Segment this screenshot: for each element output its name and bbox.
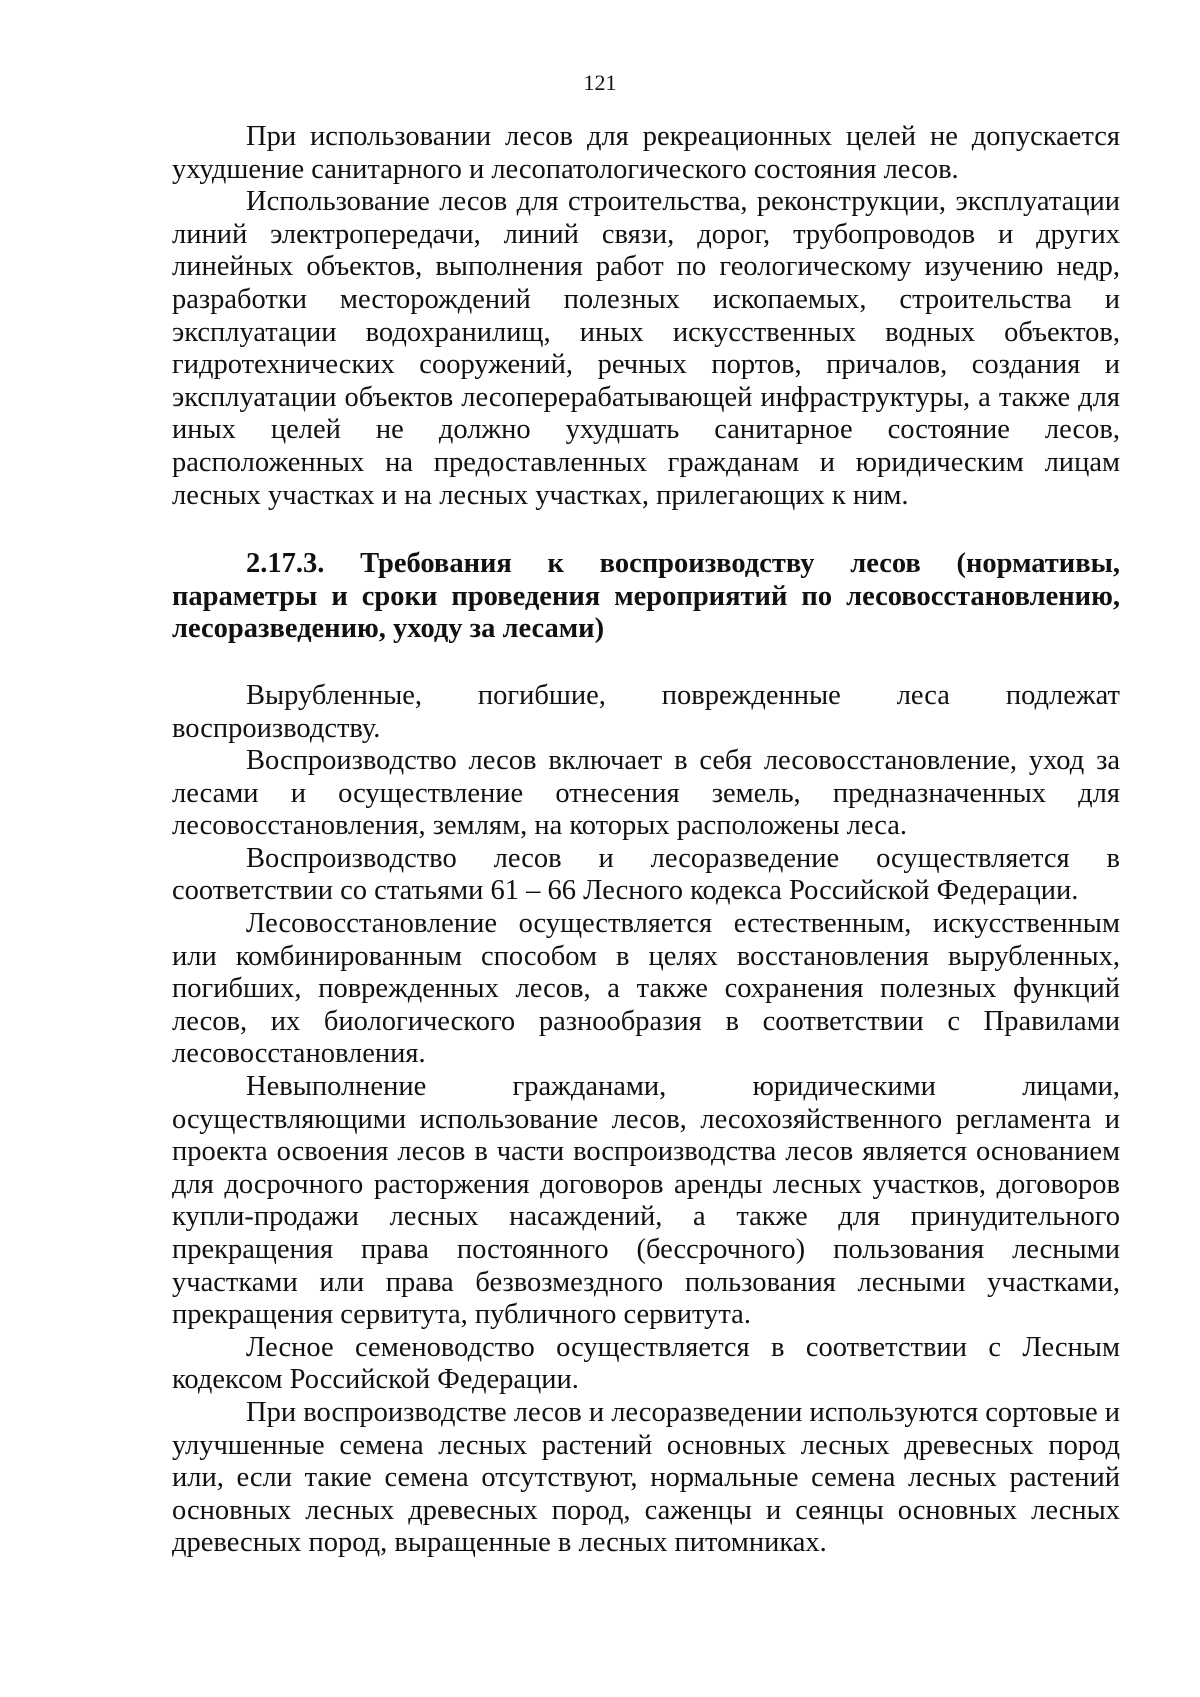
- paragraph-reforestation-methods: Лесовосстановление осуществляется естественным, искусственным или комбинированным способом в целях восстановления вырубленных, погибших, поврежденных лесов, а также сохранения полезных функций лесов, их биологического разнообразия в соответствии с Правилами лесовосстановления.: [172, 908, 1120, 1070]
- page-content: [172, 121, 1120, 1560]
- section-heading: 2.17.3. Требования к воспроизводству лесов (нормативы, параметры и сроки проведения мероприятий по лесовосстановлению, лесоразведению, уходу за лесами): [172, 548, 1120, 645]
- paragraph-construction-use: Использование лесов для строительства, реконструкции, эксплуатации линий электропередачи, линий связи, дорог, трубопроводов и других линейных объектов, выполнения работ по геологическому изучению недр, разработки месторождений полезных ископаемых, строительства и эксплуатации водохранилищ, иных искусственных водных объектов, гидротехнических сооружений, речных портов, причалов, создания и эксплуатации объектов лесоперерабатывающей инфраструктуры, а также для иных целей не должно ухудшать санитарное состояние лесов, расположенных на предоставленных гражданам и юридическим лицам лесных участках и на лесных участках, прилегающих к ним.: [172, 186, 1120, 511]
- paragraph-seeds-used: При воспроизводстве лесов и лесоразведении используются сортовые и улучшенные семена лесных растений основных лесных древесных пород или, если такие семена отсутствуют, нормальные семена лесных растений основных лесных древесных пород, саженцы и сеянцы основных лесных древесных пород, выращенные в лесных питомниках.: [172, 1396, 1120, 1559]
- page-number: 121: [583, 70, 617, 95]
- paragraph-forest-code-articles: Воспроизводство лесов и лесоразведение осуществляется в соответствии со статьями 61 – 66 Лесного кодекса Российской Федерации.: [172, 842, 1120, 907]
- paragraph-reproduction-includes: Воспроизводство лесов включает в себя лесовосстановление, уход за лесами и осуществление отнесения земель, предназначенных для лесовосстановления, землям, на которых расположены леса.: [172, 745, 1120, 842]
- paragraph-reproduction-required: Вырубленные, погибшие, поврежденные леса подлежат воспроизводству.: [172, 679, 1120, 744]
- paragraph-non-compliance: Невыполнение гражданами, юридическими лицами, осуществляющими использование лесов, лесохозяйственного регламента и проекта освоения лесов в части воспроизводства лесов является основанием для досрочного расторжения договоров аренды лесных участков, договоров купли-продажи лесных насаждений, а также для принудительного прекращения права постоянного (бессрочного) пользования лесными участками или права безвозмездного пользования лесными участками, прекращения сервитута, публичного сервитута.: [172, 1071, 1120, 1331]
- paragraph-recreation: При использовании лесов для рекреационных целей не допускается ухудшение санитарного и лесопатологического состояния лесов.: [172, 121, 1120, 185]
- paragraph-seed-production: Лесное семеноводство осуществляется в соответствии с Лесным кодексом Российской Федерации.: [172, 1331, 1120, 1396]
